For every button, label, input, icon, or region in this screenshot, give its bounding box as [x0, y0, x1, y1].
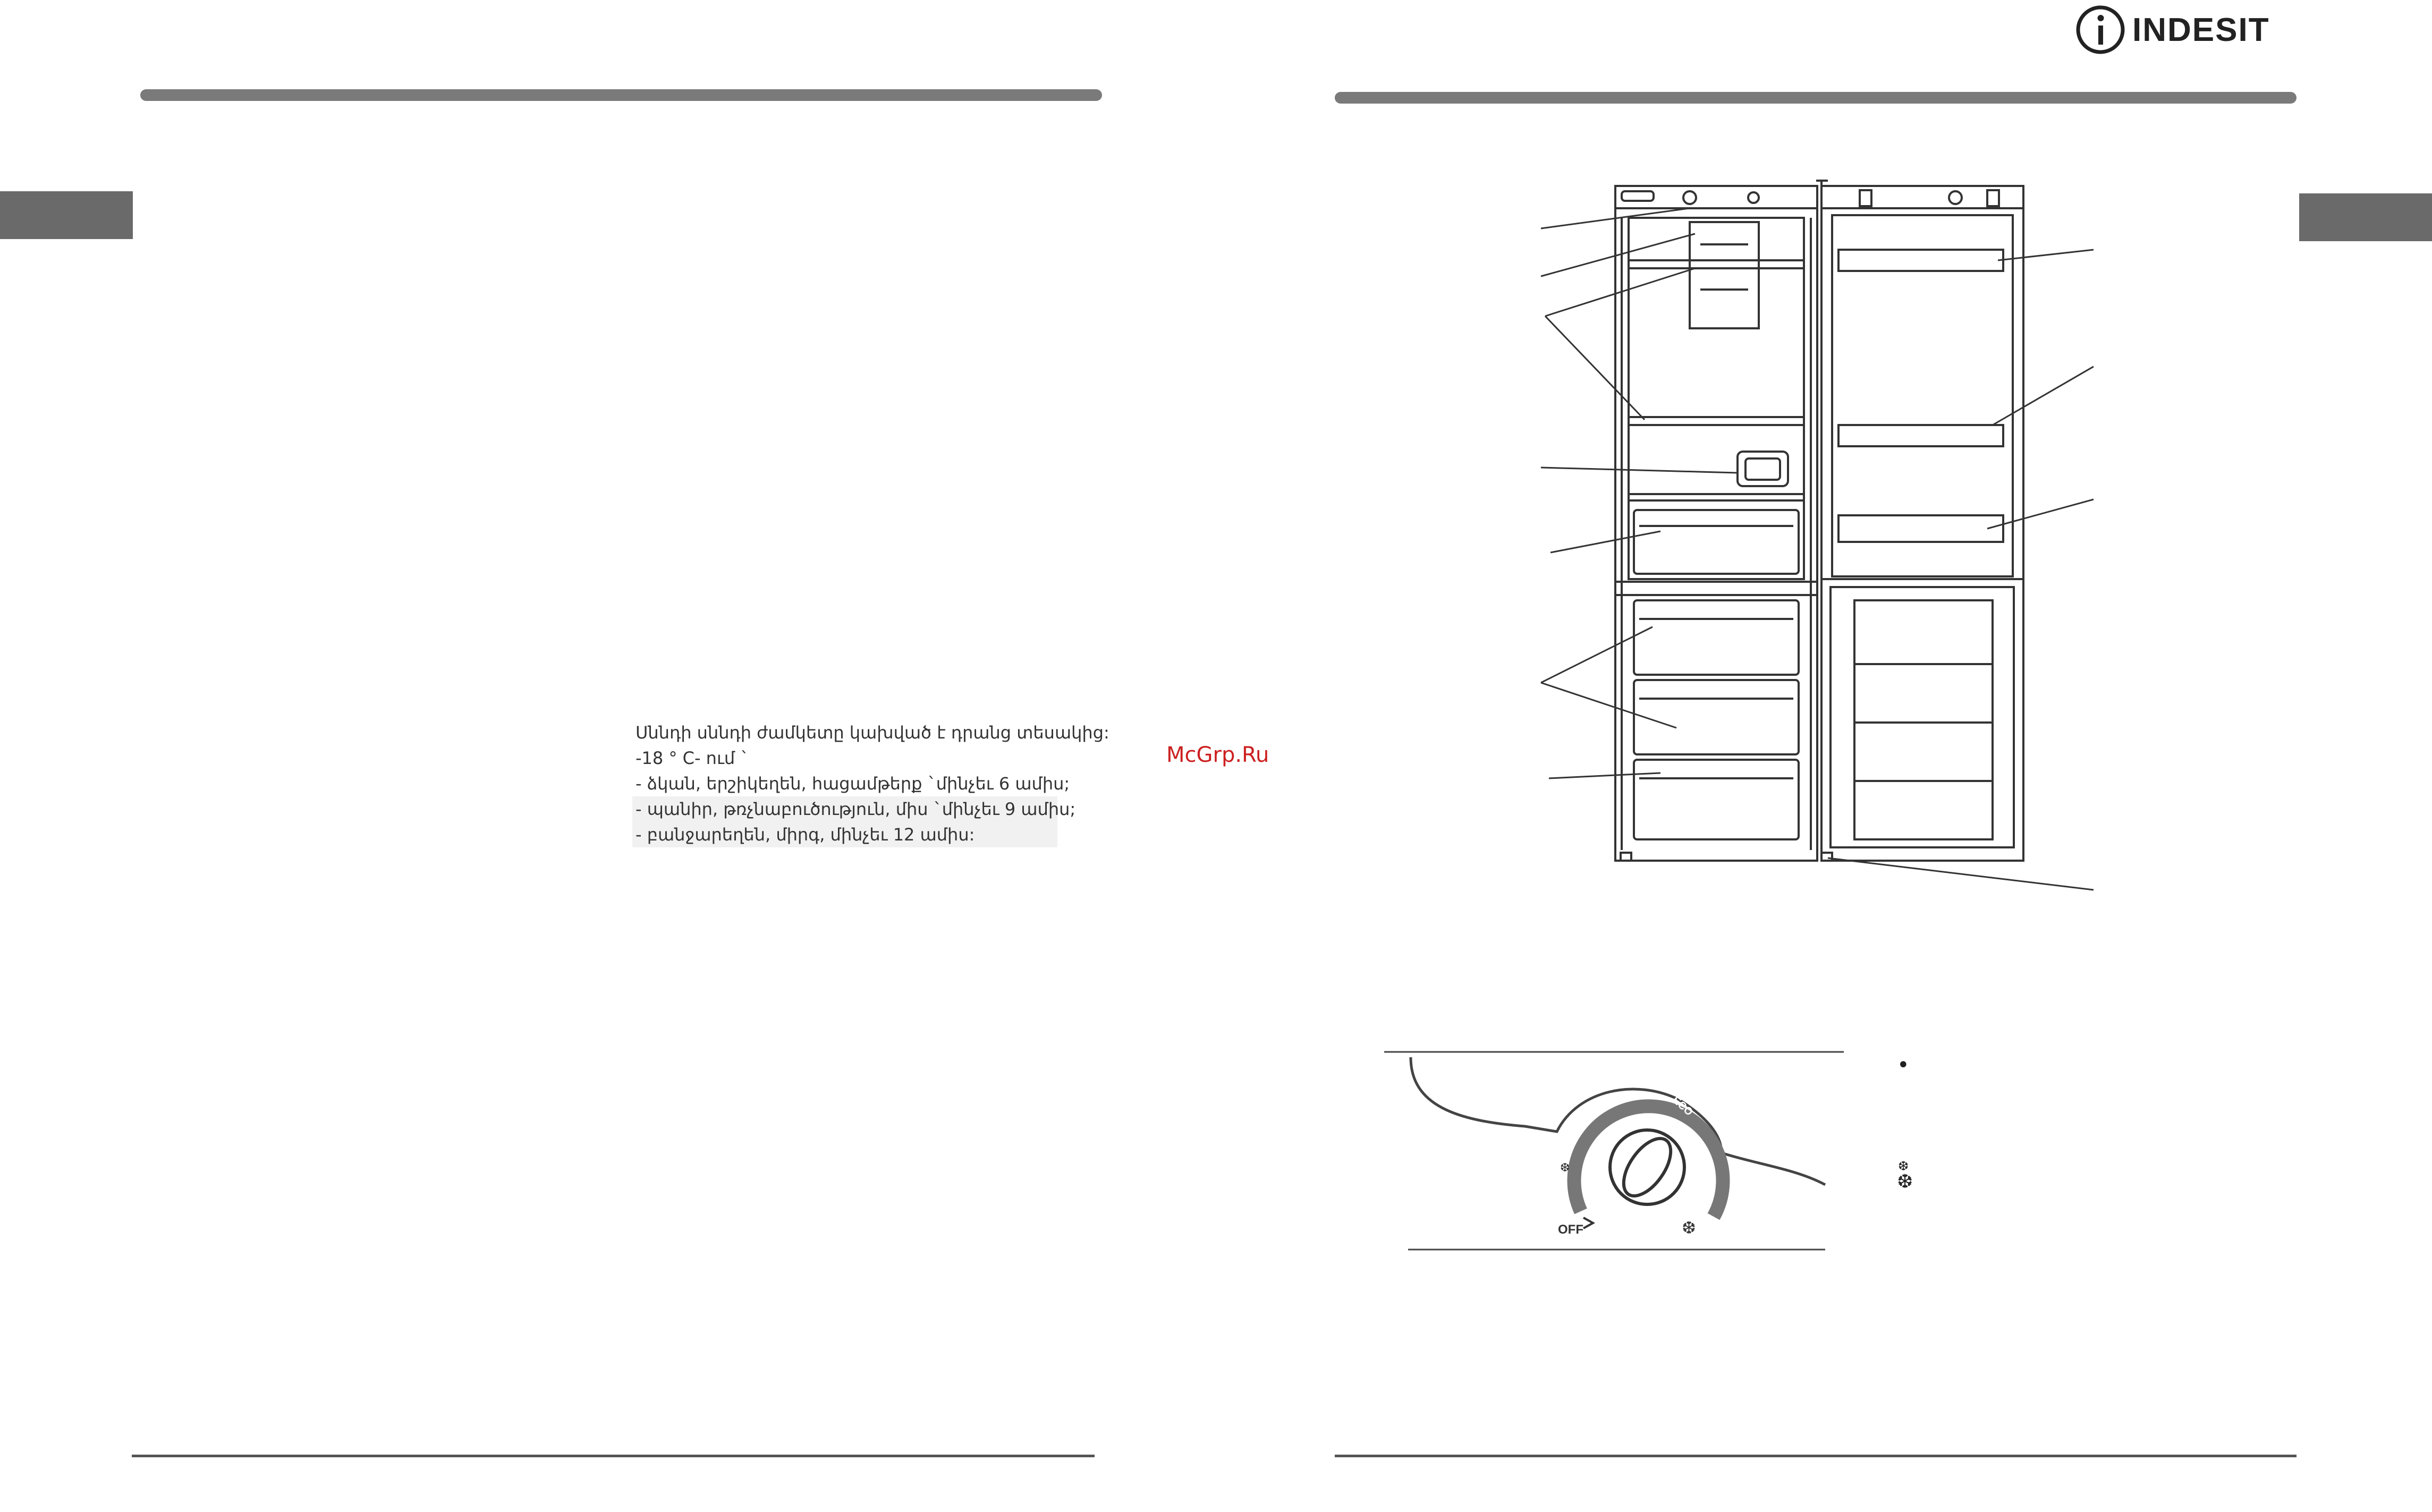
- thermostat-eco-label: ECO: [1670, 1094, 1695, 1118]
- thermostat-knob[interactable]: [1610, 1130, 1684, 1204]
- legend-snowflake-large-icon: ❆: [1897, 1171, 1913, 1193]
- storage-item-vegetables: - բանջարեղեն, միրգ, մինչեւ 12 ամիս:: [632, 822, 1057, 847]
- thermostat-off-label: OFF: [1558, 1222, 1583, 1237]
- snowflake-small-icon: ❆: [1560, 1161, 1570, 1175]
- right-page-footer-rule: [1335, 1455, 2297, 1457]
- bullet-icon: •: [1897, 1053, 1910, 1077]
- right-side-tab: [2299, 193, 2432, 241]
- left-side-tab: [0, 191, 133, 239]
- legend-snowflake-small-icon: ❆: [1898, 1159, 1909, 1174]
- left-page-footer-rule: [132, 1455, 1095, 1457]
- snowflake-large-icon: ❆: [1682, 1218, 1696, 1238]
- thermostat-diagram: [1382, 1041, 1849, 1254]
- storage-heading: Սննդի սննդի ժամկետը կախված է դրանց տեսակից:: [635, 723, 1109, 743]
- storage-item-cheese: - պանիր, թռչնաբուծություն, միս `մինչեւ 9 ամիս;: [632, 796, 1057, 822]
- storage-item-fish: - ձկան, երշիկեղեն, հացամթերք `մինչեւ 6 ամիս;: [635, 774, 1070, 794]
- brand-name: INDESIT: [2132, 11, 2270, 48]
- indesit-power-logo-icon: [2075, 4, 2126, 55]
- refrigerator-diagram: [1530, 175, 2109, 914]
- right-page-header-rule: [1335, 92, 2297, 104]
- brand-logo: [2075, 4, 2270, 55]
- storage-temperature: -18 ° C- ում `: [635, 748, 749, 768]
- thermostat-arc: [1574, 1106, 1723, 1217]
- left-page-header-rule: [140, 89, 1102, 101]
- watermark: McGrp.Ru: [1166, 743, 1269, 767]
- storage-times-block: [632, 720, 1109, 847]
